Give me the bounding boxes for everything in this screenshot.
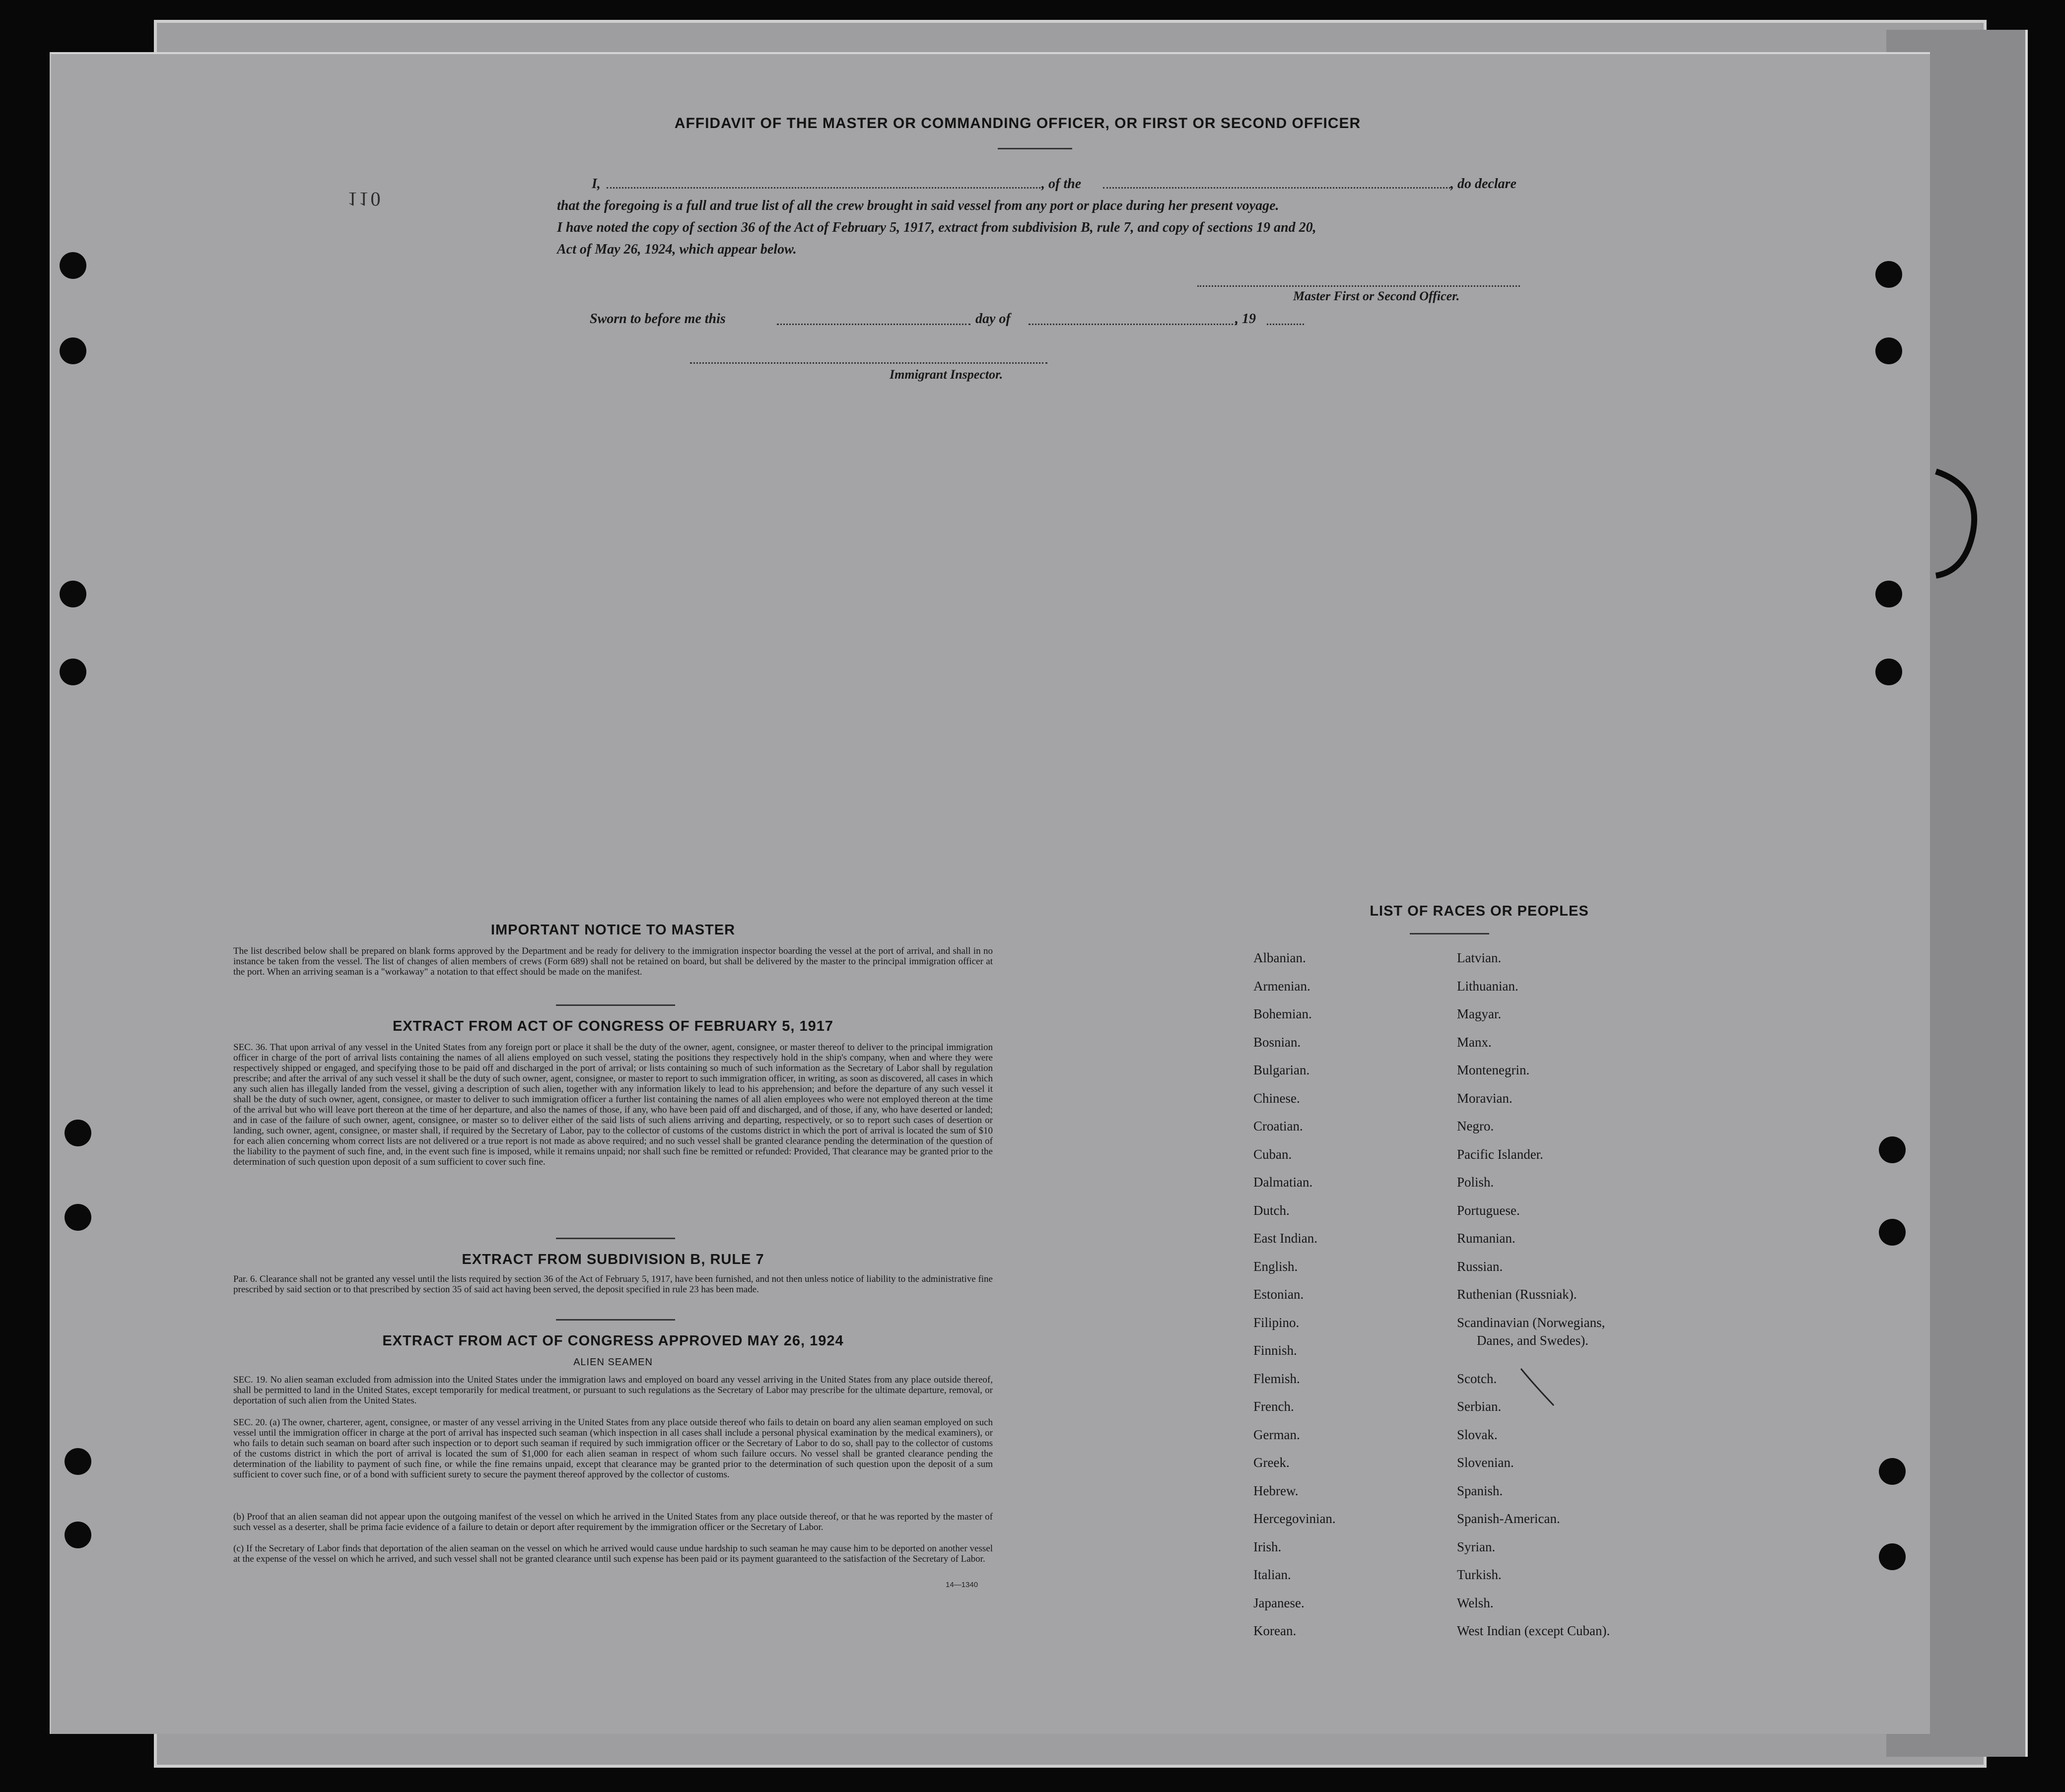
title-rule [998,148,1072,149]
vessel-blank [1103,187,1450,189]
race-item: Syrian. [1457,1539,1496,1554]
races-column-1 [1253,944,1336,1645]
section-rule [556,1004,675,1006]
race-item: English. [1253,1259,1298,1274]
subdivision-b-title: EXTRACT FROM SUBDIVISION B, RULE 7 [462,1252,764,1267]
race-item: Spanish. [1457,1483,1503,1498]
sworn-day-blank [777,324,970,325]
form-number: 14—1340 [946,1581,978,1589]
race-item: Cuban. [1253,1146,1292,1162]
extract-1924-sec20c: (c) If the Secretary of Labor finds that deportation of the alien seaman on the vessel on which he arrived would cause undue hardship to such seaman he may cause him to be deported on another vessel at the expense of the vessel on which he arrived, and such vessel shall not be granted clearance until such expense has been paid or its payment guaranteed to the satisfaction of the Secretary of Labor. [233,1543,993,1564]
punch-hole [1879,1136,1906,1163]
race-item: Slovenian. [1457,1455,1514,1470]
extract-1924-sec20b: (b) Proof that an alien seaman did not appear upon the outgoing manifest of the vessel on which he arrived in the United States from any place outside thereof, or that he was reported by the master of such vessel as a deserter, shall be prima facie evidence of a failure to detain or deport after requirement by the immigration officer or the Secretary of Labor. [233,1512,993,1532]
extract-1917-text: SEC. 36. That upon arrival of any vessel in the United States from any foreign port or place it shall be the duty of the owner, agent, consignee, or master thereof to deliver to the principal immigration officer in charge of the port of arrival lists containing the names of all aliens employed on such vessel, stating the positions they respectively hold in the ship's company, when and where they were respectively shipped or engaged, and specifying those to be paid off and discharged in the port of arrival; or lists containing so much of such information as the Secretary of Labor shall by regulation prescribe; and after the arrival of any such vessel it shall be the duty of such owner, agent, consignee, or master to report to such immigration officer, in writing, as soon as discovered, all cases in which any such alien has illegally landed from the vessel, giving a description of such alien, together with any information likely to lead to his apprehension; and before the departure of any such vessel it shall be the duty of such owner, agent, consignee, or master to deliver to such immigration officer a further list containing the names of all alien employees who were not employed thereon at the time of the arrival but who will leave port thereon at the time of her departure, and also the names of those, if any, who have been paid off and discharged, and of those, if any, who have deserted or landed; and in case of the failure of such owner, agent, consignee, or master so to deliver either of the said lists of such aliens arriving and departing, respectively, or so to report such cases of desertion or landing, such owner, agent, consignee, or master shall, if required by the Secretary of Labor, pay to the collector of customs of the customs district in which the port of arrival is located the sum of $10 for each alien concerning whom correct lists are not delivered or a true report is not made as above required; and no such vessel shall be granted clearance pending the determination of the question of the liability to the payment of such fine, and, in the event such fine is imposed, while it remains unpaid; nor shall such fine be remitted or refunded: Provided, That clearance may be granted prior to the determination of such question upon deposit of a sum sufficient to cover such fine. [233,1042,993,1167]
races-title-rule [1410,933,1489,934]
section-rule [556,1238,675,1239]
master-label: Master First or Second Officer. [1293,289,1460,303]
sworn-month-blank [1029,324,1237,325]
race-item: Rumanian. [1457,1231,1515,1246]
notice-text: The list described below shall be prepared on blank forms approved by the Department and be ready for delivery to the immigration inspector boarding the vessel at the port of arrival, and shall in no instance be taken from the vessel. The list of changes of alien members of crews (Form 689) shall not be retained on board, but shall be delivered by the master to the principal immigration officer at the port. When an arriving seaman is a "workaway" a notation to that effect should be made on the manifest. [233,946,993,977]
race-item: Turkish. [1457,1567,1502,1582]
race-item: Serbian. [1457,1399,1502,1414]
race-item: Irish. [1253,1539,1282,1554]
race-item: Danes, and Swedes). [1477,1332,1588,1348]
pen-mark [1519,1365,1559,1409]
punch-hole [60,252,86,279]
race-item: Korean. [1253,1623,1297,1638]
race-item: Spanish-American. [1457,1511,1560,1526]
race-item: Lithuanian. [1457,978,1518,994]
extract-1917-title: EXTRACT FROM ACT OF CONGRESS OF FEBRUARY 5, 1917 [392,1018,834,1034]
race-item: Manx. [1457,1034,1492,1050]
race-item: Filipino. [1253,1315,1300,1330]
race-item: East Indian. [1253,1231,1317,1246]
year-label: , 19 [1235,311,1256,327]
race-item: Dutch. [1253,1202,1290,1218]
affidavit-title: AFFIDAVIT OF THE MASTER OR COMMANDING OFFICER, OR FIRST OR SECOND OFFICER [674,115,1361,132]
race-item: Latvian. [1457,950,1502,965]
notice-title: IMPORTANT NOTICE TO MASTER [490,922,736,938]
race-item: Ruthenian (Russniak). [1457,1287,1577,1302]
punch-hole [1875,337,1902,364]
section-rule [556,1319,675,1321]
race-item: Moravian. [1457,1090,1513,1106]
race-item: German. [1253,1427,1300,1442]
extract-1924-sec20a: SEC. 20. (a) The owner, charterer, agent, consignee, or master of any vessel arriving in the United States from any place outside thereof who fails to detain on board any alien seaman employed on such vessel until the immigration officer in charge at the port of arrival has inspected such seaman (which inspection in all cases shall include a personal physical examination by the medical examiners), or who fails to detain such seaman on board after such inspection or to deport such seaman if required by such immigration officer or the Secretary of Labor to do so, shall pay to the collector of customs of the customs district in which the port of arrival is located the sum of $1,000 for each alien seaman in respect of whom such failure occurs. No vessel shall be granted clearance pending the determination of the liability to payment of such fine, or while the fine remains unpaid, except that clearance may be granted prior to the determination of such question upon the deposit of a sum sufficient to cover such fine, or of a bond with sufficient surety to secure the payment thereof approved by the collector of customs. [233,1417,993,1480]
affidavit-line4: Act of May 26, 1924, which appear below. [557,242,797,257]
race-item: West Indian (except Cuban). [1457,1623,1610,1638]
right-edge-bracket [1926,466,1986,581]
punch-hole [65,1204,91,1231]
race-item: Finnish. [1253,1343,1297,1358]
punch-hole [1875,659,1902,685]
race-item: Scotch. [1457,1371,1497,1386]
punch-hole [1879,1543,1906,1570]
punch-hole [1875,261,1902,288]
race-item: Greek. [1253,1455,1290,1470]
race-item: Hebrew. [1253,1483,1299,1498]
affidavit-line3: I have noted the copy of section 36 of the Act of February 5, 1917, extract from subdivision B, rule 7, and copy of sections 19 and 20, [557,220,1316,235]
race-item: Albanian. [1253,950,1306,965]
subdivision-b-text: Par. 6. Clearance shall not be granted any vessel until the lists required by section 36 of the Act of February 5, 1917, have been furnished, and not then unless notice of liability to the administrative fine prescribed by said section or to that prescribed by section 35 of said act having been served, the deposit specified in rule 23 has been made. [233,1274,993,1295]
race-item: Bohemian. [1253,1006,1312,1021]
sworn-label: Sworn to before me this [590,311,726,327]
race-item: Welsh. [1457,1595,1494,1610]
punch-hole [60,581,86,607]
affidavit-line1-i: I, [592,176,601,192]
races-column-2 [1457,944,1610,1645]
day-of-label: day of [975,311,1011,327]
race-item: Croatian. [1253,1119,1303,1133]
punch-hole [65,1448,91,1475]
affidavit-line2: that the foregoing is a full and true list of all the crew brought in said vessel from any port or place during her present voyage. [557,198,1279,213]
race-item: French. [1253,1399,1294,1414]
race-item: Portuguese. [1457,1202,1520,1218]
race-item: Negro. [1457,1119,1494,1133]
document-page [50,52,1930,1734]
race-item: Polish. [1457,1175,1494,1190]
extract-1924-title: EXTRACT FROM ACT OF CONGRESS APPROVED MAY 26, 1924 [382,1333,844,1349]
alien-seamen-subtitle: ALIEN SEAMEN [573,1357,653,1368]
race-item: Hercegovinian. [1253,1511,1336,1526]
race-item: Russian. [1457,1259,1503,1274]
sworn-year-blank [1267,324,1304,325]
punch-hole [60,337,86,364]
race-item: Estonian. [1253,1287,1304,1302]
race-item: Armenian. [1253,978,1310,994]
race-item: Italian. [1253,1567,1291,1582]
race-item: Scandinavian (Norwegians, [1457,1315,1605,1330]
margin-handwritten-number: 110 [347,188,383,210]
race-item: Japanese. [1253,1595,1305,1610]
punch-hole [65,1120,91,1146]
inspector-label: Immigrant Inspector. [890,367,1003,382]
affidavit-line1-of: , of the [1041,176,1082,192]
punch-hole [60,659,86,685]
name-blank [607,187,1043,189]
race-item: Dalmatian. [1253,1175,1313,1190]
affidavit-line1-declare: , do declare [1450,176,1516,192]
race-item: Slovak. [1457,1427,1498,1442]
race-item: Pacific Islander. [1457,1146,1543,1162]
race-item: Flemish. [1253,1371,1300,1386]
race-item: Montenegrin. [1457,1062,1530,1077]
punch-hole [1875,581,1902,607]
punch-hole [65,1522,91,1548]
punch-hole [1879,1458,1906,1485]
race-item: Bosnian. [1253,1034,1301,1050]
race-item: Magyar. [1457,1006,1502,1021]
races-title: LIST OF RACES OR PEOPLES [1370,903,1589,919]
punch-hole [1879,1219,1906,1246]
extract-1924-sec19: SEC. 19. No alien seaman excluded from admission into the United States under the immigration laws and employed on board any vessel arriving in the United States from any place outside thereof, shall be permitted to land in the United States, except temporarily for medical treatment, or pursuant to such regulations as the Secretary of Labor may prescribe for the ultimate departure, removal, or deportation of such alien from the United States. [233,1375,993,1406]
race-item: Chinese. [1253,1090,1300,1106]
race-item: Bulgarian. [1253,1062,1310,1077]
